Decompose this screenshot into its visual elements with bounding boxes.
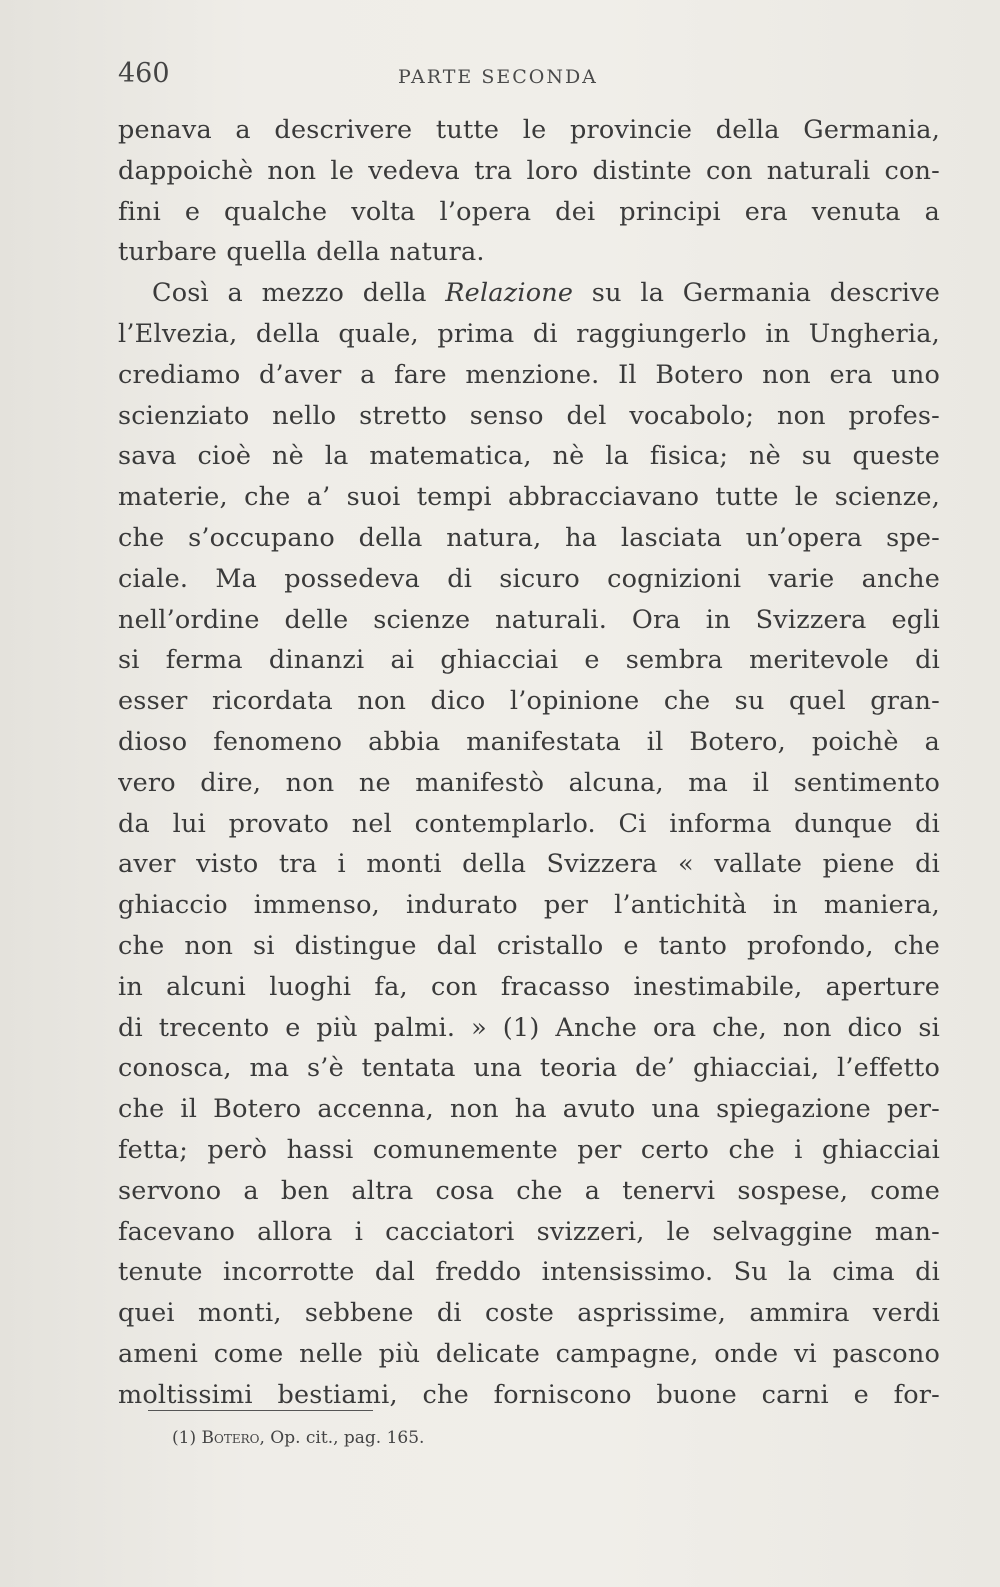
text-line: quei monti, sebbene di coste asprissime, ammira verdi (118, 1298, 940, 1329)
text-line: che non si distingue dal cristallo e tanto profondo, che (118, 930, 940, 961)
text-line: che il Botero accenna, non ha avuto una spiegazione per- (118, 1094, 940, 1125)
italic-title: Relazione (445, 278, 574, 309)
text-line: sava cioè nè la matematica, nè la fisica; nè su queste (118, 441, 940, 472)
text-line: che s’occupano della natura, ha lasciata un’opera spe- (118, 522, 940, 553)
text-line: dioso fenomeno abbia manifestata il Botero, poichè a (118, 726, 940, 757)
text-line: dappoichè non le vedeva tra loro distinte con naturali con- (118, 155, 940, 186)
footnote-citation: , Op. cit., pag. 165. (259, 1428, 425, 1448)
text-line: facevano allora i cacciatori svizzeri, le selvaggine man- (118, 1216, 940, 1247)
text-segment: Così a mezzo della (152, 278, 446, 309)
footnote-marker: (1) (172, 1428, 197, 1448)
text-line: da lui provato nel contemplarlo. Ci informa dunque di (118, 808, 940, 839)
text-line: servono a ben altra cosa che a tenervi sospese, come (118, 1175, 940, 1206)
text-line: aver visto tra i monti della Svizzera « vallate piene di (118, 849, 940, 880)
page-number: 460 (118, 58, 170, 89)
text-segment: su la Germania descrive (573, 278, 940, 309)
text-line: scienziato nello stretto senso del vocabolo; non profes- (118, 400, 940, 431)
text-line: l’Elvezia, della quale, prima di raggiungerlo in Ungheria, (118, 318, 940, 349)
footnote-author: Botero (201, 1428, 260, 1448)
text-line: nell’ordine delle scienze naturali. Ora in Svizzera egli (118, 604, 940, 635)
text-line (118, 273, 940, 314)
text-line: materie, che a’ suoi tempi abbracciavano tutte le scienze, (118, 482, 940, 513)
text-line: fetta; però hassi comunemente per certo che i ghiacciai (118, 1134, 940, 1165)
footnote-divider (148, 1410, 373, 1411)
text-line: vero dire, non ne manifestò alcuna, ma il sentimento (118, 767, 940, 798)
text-line: ameni come nelle più delicate campagne, onde vi pascono (118, 1338, 940, 1369)
text-line: ghiaccio immenso, indurato per l’antichità in maniera, (118, 890, 940, 921)
text-line: turbare quella della natura. (118, 237, 485, 268)
body-text (118, 110, 940, 1416)
running-title: PARTE SECONDA (398, 66, 598, 88)
text-line: esser ricordata non dico l’opinione che su quel gran- (118, 686, 940, 717)
page-header (118, 58, 938, 98)
text-line: ciale. Ma possedeva di sicuro cognizioni varie anche (118, 563, 940, 594)
text-line: crediamo d’aver a fare menzione. Il Botero non era uno (118, 359, 940, 390)
text-line: fini e qualche volta l’opera dei principi era venuta a (118, 196, 940, 227)
text-line: si ferma dinanzi ai ghiacciai e sembra meritevole di (118, 645, 940, 676)
footnote (172, 1428, 424, 1448)
text-line: di trecento e più palmi. » (1) Anche ora che, non dico si (118, 1012, 940, 1043)
text-line: tenute incorrotte dal freddo intensissimo. Su la cima di (118, 1257, 940, 1288)
text-line: penava a descrivere tutte le provincie della Germania, (118, 115, 940, 145)
text-line: conosca, ma s’è tentata una teoria de’ ghiacciai, l’effetto (118, 1053, 940, 1084)
text-line: in alcuni luoghi fa, con fracasso inestimabile, aperture (118, 971, 940, 1002)
text-line: moltissimi bestiami, che forniscono buone carni e for- (118, 1379, 940, 1410)
